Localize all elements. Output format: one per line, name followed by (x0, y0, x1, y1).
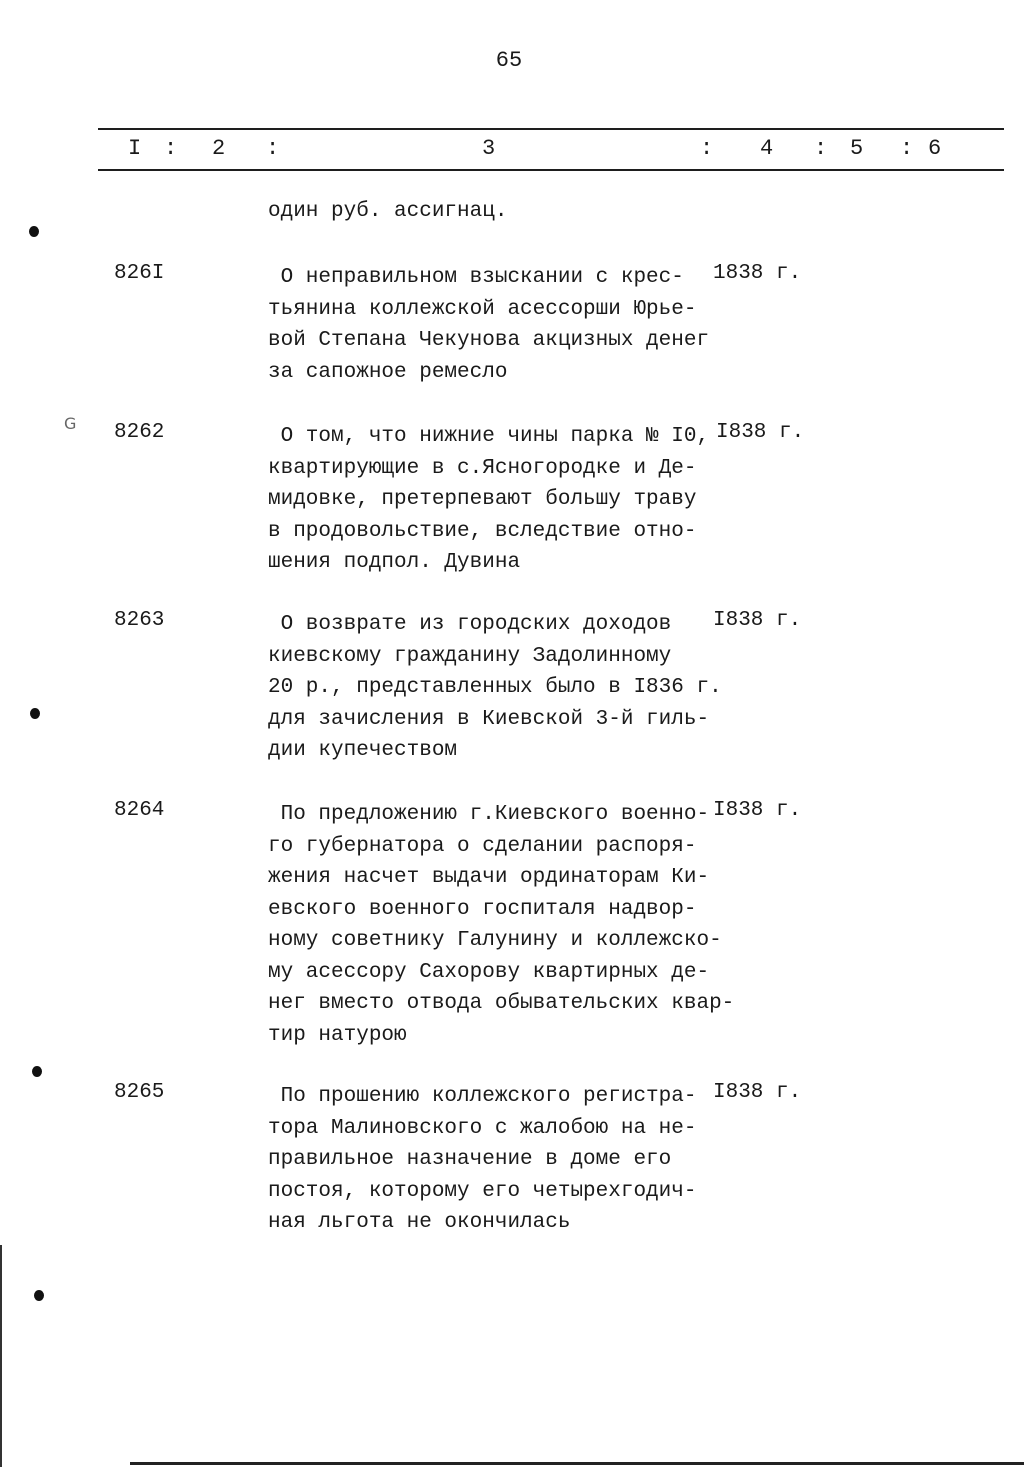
header-bottom-rule (98, 169, 1004, 171)
punch-hole-mark (29, 226, 39, 237)
column-separator: : (700, 136, 714, 161)
record-description: По предложению г.Киевского военно- го губернатора о сделании распоря- жения насчет выдачи ординаторам Ки- евского военного госпиталя надвор- ному советнику Галунину и коллежско- му асессору Сахорову квартирных де- нег вместо отвода обывательских квар- тир натурою (268, 803, 735, 1047)
header-top-rule (98, 128, 1004, 130)
column-header-2: 2 (212, 136, 226, 161)
record-description: О возврате из городских доходов киевскому гражданину Задолинному 20 р., представленных было в I836 г. для зачисления в Киевской 3-й гиль- дии купечеством (268, 613, 722, 762)
column-separator: : (266, 136, 280, 161)
pencil-margin-mark: G (64, 414, 77, 433)
record-number: 8265 (114, 1081, 165, 1104)
punch-hole-mark (32, 1066, 42, 1077)
record-year: I838 г. (716, 421, 805, 444)
column-header-1: I (128, 136, 142, 161)
record-year: I838 г. (713, 799, 802, 822)
bottom-rule (130, 1462, 1024, 1465)
record-description: По прошению коллежского регистра- тора Малиновского с жалобою на не- правильное назначение в доме его постоя, которому его четырехгодич- ная льгота не окончилась (268, 1085, 697, 1234)
column-separator: : (814, 136, 828, 161)
column-separator: : (900, 136, 914, 161)
column-header-5: 5 (850, 136, 864, 161)
column-header-6: 6 (928, 136, 942, 161)
punch-hole-mark (30, 708, 40, 719)
record-number: 8263 (114, 609, 165, 632)
column-header-4: 4 (760, 136, 774, 161)
record-description: О неправильном взыскании с крес- тьянина коллежской асессорши Юрье- вой Степана Чекунова акцизных денег за сапожное ремесло (268, 266, 710, 384)
column-header-3: 3 (482, 136, 496, 161)
left-edge-line (0, 1245, 2, 1467)
record-number: 8264 (114, 799, 165, 822)
table-header-row (98, 136, 1004, 166)
record-year: I838 г. (713, 609, 802, 632)
page-number: 65 (495, 48, 523, 73)
record-number: 826I (114, 262, 165, 285)
record-description: О том, что нижние чины парка № I0, квартирующие в с.Ясногородке и Де- мидовке, претерпевают большу траву в продовольствие, вследствие отно- шения подпол. Дувина (268, 425, 710, 574)
column-separator: : (164, 136, 178, 161)
record-year: I838 г. (713, 1081, 802, 1104)
punch-hole-mark (34, 1290, 44, 1301)
record-number: 8262 (114, 421, 165, 444)
continuation-text: один руб. ассигнац. (268, 200, 508, 223)
record-year: 1838 г. (713, 262, 802, 285)
